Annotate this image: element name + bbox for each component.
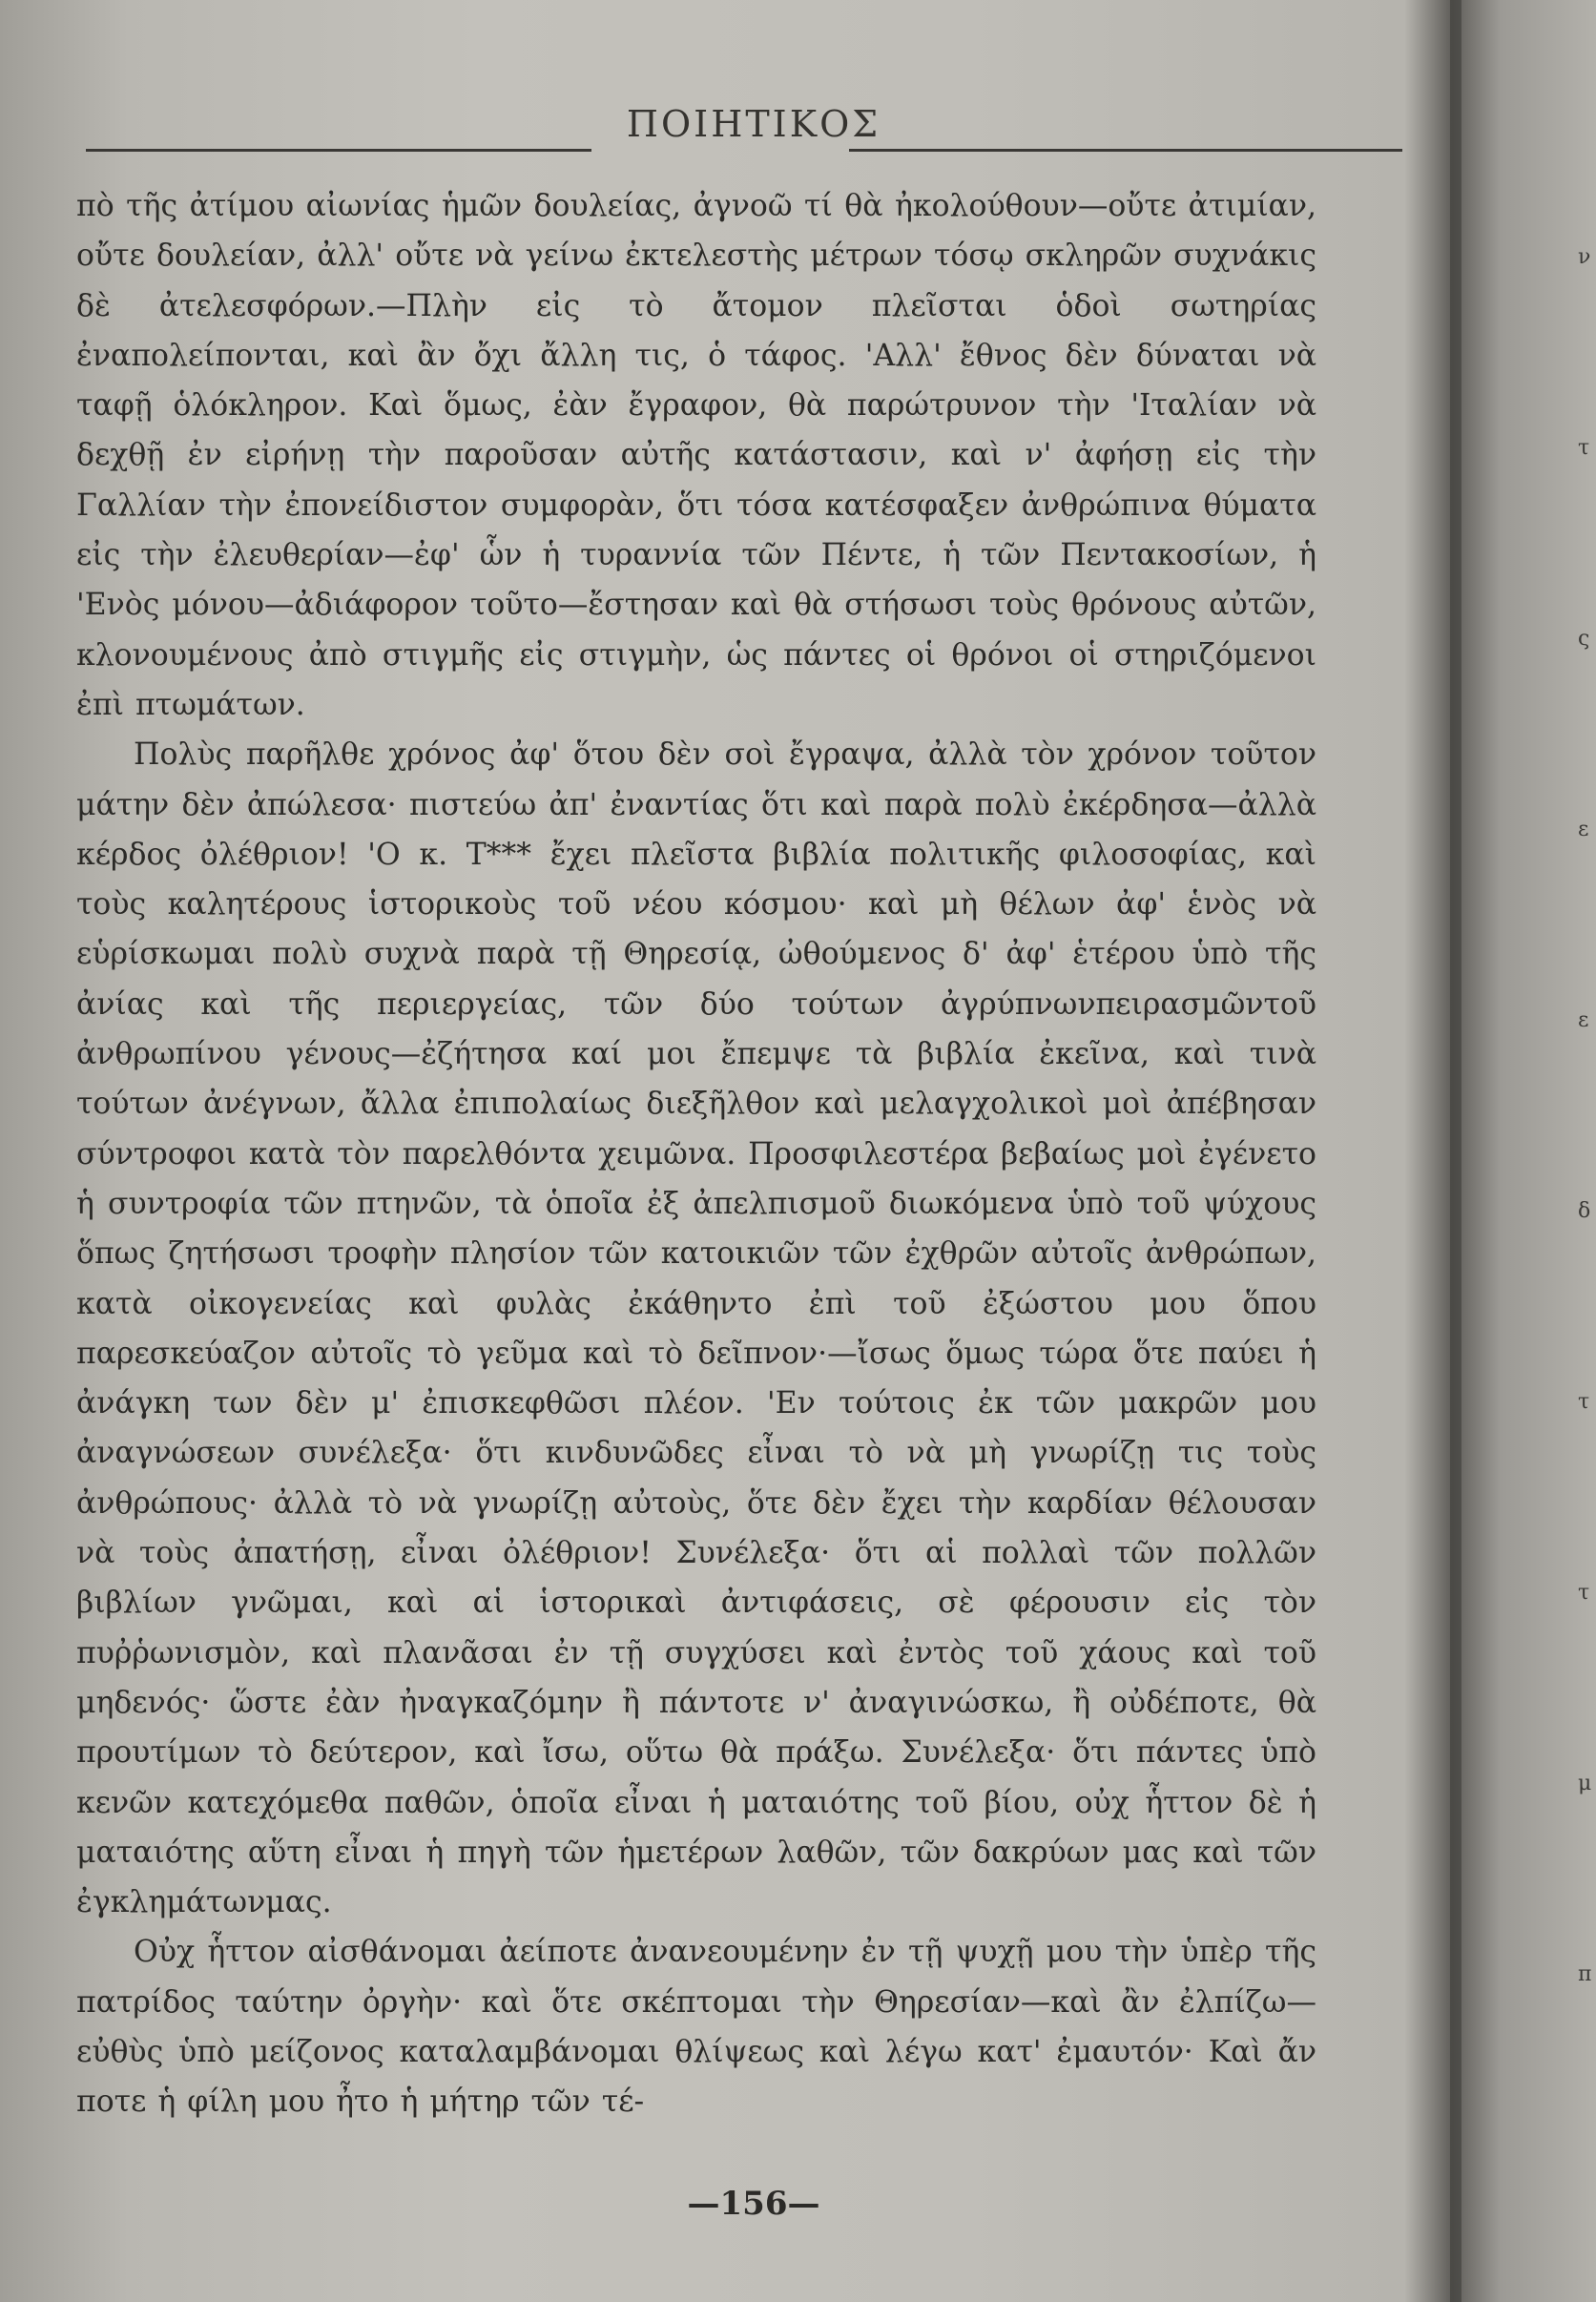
edge-letter: ν xyxy=(1578,245,1591,269)
edge-letter: ε xyxy=(1578,1008,1589,1032)
book-gutter xyxy=(1450,0,1461,2302)
paragraph-2: Πολὺς παρῆλθε χρόνος ἀφ' ὅτου δὲν σοὶ ἔγραψα, ἀλλὰ τὸν χρόνον τοῦτον μάτην δὲν ἀπώλεσα· πιστεύω ἀπ' ἐναντίας ὅτι καὶ παρὰ πολὺ ἐκέρδησα—ἀλλὰ κέρδος ὀλέθριον! 'Ο κ. Τ*** ἔχει πλεῖστα βιβλία πολιτικῆς φιλοσοφίας, καὶ τοὺς καλητέρους ἱστορικοὺς τοῦ νέου κόσμου· καὶ μὴ θέλων ἀφ' ἑνὸς νὰ εὑρίσκωμαι πολὺ συχνὰ παρὰ τῇ Θηρεσίᾳ, ὠθούμενος δ' ἀφ' ἑτέρου ὑπὸ τῆς ἀνίας καὶ τῆς περιεργείας, τῶν δύο τούτων ἀγρύπνωνπειρασμῶντοῦ ἀνθρωπίνου γένους—ἐζήτησα καί μοι ἔπεμψε τὰ βιβλία ἐκεῖνα, καὶ τινὰ τούτων ἀνέγνων, ἄλλα ἐπιπολαίως διεξῆλθον καὶ μελαγχολικοὶ μοὶ ἀπέβησαν σύντροφοι κατὰ τὸν παρελθόντα χειμῶνα. Προσφιλεστέρα βεβαίως μοὶ ἐγένετο ἡ συντροφία τῶν πτηνῶν, τὰ ὁποῖα ἐξ ἀπελπισμοῦ διωκόμενα ὑπὸ τοῦ ψύχους ὅπως ζητήσωσι τροφὴν πλησίον τῶν κατοικιῶν τῶν ἐχθρῶν αὐτοῖς ἀνθρώπων, κατὰ οἰκογενείας καὶ φυλὰς ἐκάθηντο ἐπὶ τοῦ ἐξώστου μου ὅπου παρεσκεύαζον αὐτοῖς τὸ γεῦμα καὶ τὸ δεῖπνον·—ἴσως ὅμως τώρα ὅτε παύει ἡ ἀνάγκη των δὲν μ' ἐπισκεφθῶσι πλέον. 'Εν τούτοις ἐκ τῶν μακρῶν μου ἀναγνώσεων συνέλεξα· ὅτι κινδυνῶδες εἶναι τὸ νὰ μὴ γνωρίζῃ τις τοὺς ἀνθρώπους· ἀλλὰ τὸ νὰ γνωρίζῃ αὐτοὺς, ὅτε δὲν ἔχει τὴν καρδίαν θέλουσαν νὰ τοὺς ἀπατήσῃ, εἶναι ὀλέθριον! Συνέλεξα· ὅτι αἱ πολλαὶ τῶν πολλῶν βιβλίων γνῶμαι, καὶ αἱ ἱστορικαὶ ἀντιφάσεις, σὲ φέρουσιν εἰς τὸν πυῤῥωνισμὸν, καὶ πλανᾶσαι ἐν τῇ συγχύσει καὶ ἐντὸς τοῦ χάους καὶ τοῦ μηδενός· ὥστε ἐὰν ἠναγκαζόμην ἢ πάντοτε ν' ἀναγινώσκω, ἢ οὐδέποτε, θὰ προυτίμων τὸ δεύτερον, καὶ ἴσω, οὕτω θὰ πράξω. Συνέλεξα· ὅτι πάντες ὑπὸ κενῶν κατεχόμεθα παθῶν, ὁποῖα εἶναι ἡ ματαιότης τοῦ βίου, οὐχ ἧττον δὲ ἡ ματαιότης αὕτη εἶναι ἡ πηγὴ τῶν ἡμετέρων λαθῶν, τῶν δακρύων μας καὶ τῶν ἐγκλημάτωνμας. xyxy=(76,737,1316,1920)
header-rule-left xyxy=(86,149,591,152)
running-head: ΠΟΙΗΤΙΚΟΣ xyxy=(626,103,881,145)
header-rule-right xyxy=(849,149,1402,152)
edge-letter: ε xyxy=(1578,818,1589,841)
page-number: —156— xyxy=(687,2185,820,2223)
edge-letter: δ xyxy=(1578,1199,1591,1223)
edge-letter: π xyxy=(1578,1962,1592,1986)
edge-letter: τ xyxy=(1578,1390,1590,1414)
paragraph-1: πὸ τῆς ἀτίμου αἰωνίας ἡμῶν δουλείας, ἀγνοῶ τί θὰ ἠκολούθουν—οὔτε ἀτιμίαν, οὔτε δουλείαν, ἀλλ' οὔτε νὰ γείνω ἐκτελεστὴς μέτρων τόσῳ σκληρῶν συχνάκις δὲ ἀτελεσφόρων.—Πλὴν εἰς τὸ ἄτομον πλεῖσται ὁδοὶ σωτηρίας ἐναπολείπονται, καὶ ἂν ὄχι ἄλλη τις, ὁ τάφος. 'Αλλ' ἔθνος δὲν δύναται νὰ ταφῇ ὁλόκληρον. Καὶ ὅμως, ἐὰν ἔγραφον, θὰ παρώτρυνον τὴν 'Ιταλίαν νὰ δεχθῇ ἐν εἰρήνῃ τὴν παροῦσαν αὐτῆς κατάστασιν, καὶ ν' ἀφήσῃ εἰς τὴν Γαλλίαν τὴν ἐπονείδιστον συμφορὰν, ὅτι τόσα κατέσφαξεν ἀνθρώπινα θύματα εἰς τὴν ἐλευθερίαν—ἐφ' ὧν ἡ τυραννία τῶν Πέντε, ἡ τῶν Πεντακοσίων, ἡ 'Ενὸς μόνου—ἀδιάφορον τοῦτο—ἔστησαν καὶ θὰ στήσωσι τοὺς θρόνους αὐτῶν, κλονουμένους ἀπὸ στιγμῆς εἰς στιγμὴν, ὡς πάντες οἱ θρόνοι οἱ στηριζόμενοι ἐπὶ πτωμάτων. xyxy=(76,189,1316,722)
edge-letter: τ xyxy=(1578,1581,1590,1605)
next-page-edge xyxy=(1574,0,1596,2302)
page-header xyxy=(76,84,1402,160)
book-page xyxy=(76,0,1402,2302)
edge-letter: ς xyxy=(1578,627,1590,651)
paragraph-3: Οὐχ ἧττον αἰσθάνομαι ἀείποτε ἀνανεουμένην ἐν τῇ ψυχῇ μου τὴν ὑπὲρ τῆς πατρίδος ταύτην ὀργὴν· καὶ ὅτε σκέπτομαι τὴν Θηρεσίαν—καὶ ἂν ἐλπίζω—εὐθὺς ὑπὸ μείζονος καταλαμβάνομαι θλίψεως καὶ λέγω κατ' ἐμαυτόν· Καὶ ἄν ποτε ἡ φίλη μου ἦτο ἡ μήτηρ τῶν τέ- xyxy=(76,1935,1316,2120)
edge-letter: τ xyxy=(1578,436,1590,460)
body-text xyxy=(76,181,1316,2127)
edge-letter: μ xyxy=(1578,1772,1592,1795)
